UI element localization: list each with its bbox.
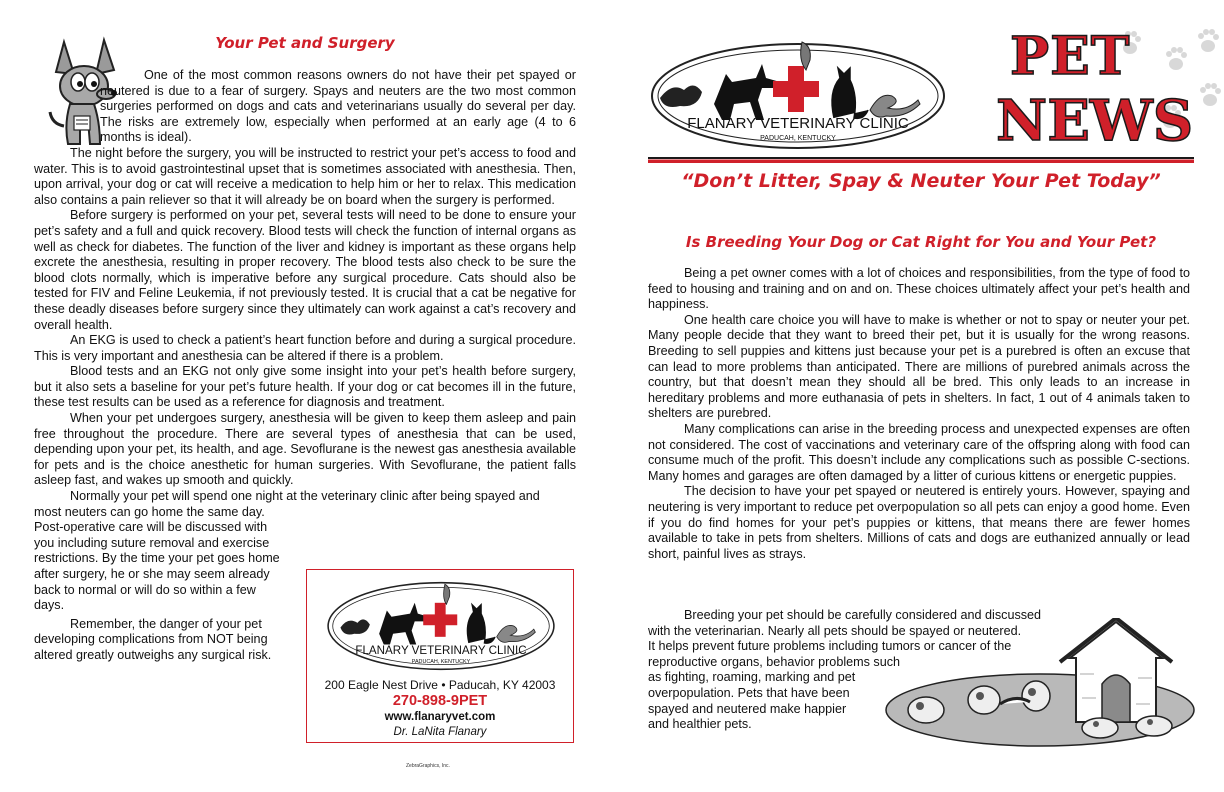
left-narrow-line: restrictions. By the time your pet goes home: [34, 551, 280, 566]
ad-clinic-city: PADUCAH, KENTUCKY: [411, 659, 471, 666]
left-paragraph-1: One of the most common reasons owners do not have their pet spayed or neutered is due to a fear of surgery. Spays and neuters are the two most common surgeries performed on dogs and cats and veterinarians usually do several per day. The risks are extremely low, especially when performed at an early age (4 to 6 months is ideal).: [100, 68, 576, 145]
left-paragraph-2: The night before the surgery, you will be instructed to restrict your pet’s access to food and water. This is to avoid gastrointestinal upset that is sometimes associated with anesthesia. Then, upon arrival, your dog or cat will receive a medication to help him or her to relax. This medication also contains a pain reliever so that it will already be on board when the surgery is performed.: [34, 145, 576, 207]
slogan: “Don’t Litter, Spay & Neuter Your Pet Today”: [681, 170, 1161, 192]
right-tail-line: overpopulation. Pets that have been: [648, 685, 850, 700]
right-paragraph-1: Being a pet owner comes with a lot of choices and responsibilities, from the type of food to feed to housing and training and on and on. These choices ultimately affect your pet’s health and happiness.: [648, 266, 1190, 312]
logo-clinic-city: PADUCAH, KENTUCKY: [760, 135, 836, 142]
graphics-credit: ZebraGraphics, Inc.: [406, 763, 450, 769]
right-tail-line: Breeding your pet should be carefully considered and discussed: [684, 608, 1042, 622]
right-paragraph-4: The decision to have your pet spayed or neutered is entirely yours. However, spaying and neutering is very important to reduce pet overpopulation so all pets can enjoy a good home. Even if you do find homes for your pet’s puppies or kittens, that means there are fewer homes available to take in pets from shelters. Millions of cats and dogs are euthanized annually or lead short, painful lives as strays.: [648, 484, 1190, 561]
left-narrow-line: days.: [34, 598, 65, 613]
left-paragraph-6: When your pet undergoes surgery, anesthesia will be given to keep them asleep and pain free throughout the procedure. There are several types of anesthesia that can be used, depending upon your pet, its health, and age. Sevoflurane is the newest gas anesthesia available for pets and is the choice anesthetic for human surgeries. With Sevoflurane, the patient falls asleep fast, and wakes up smooth and quickly.: [34, 411, 576, 488]
right-tail-line: and healthier pets.: [648, 717, 752, 732]
masthead-rule: [648, 157, 1194, 163]
left-narrow-line: back to normal or will do so within a few: [34, 582, 256, 597]
masthead-pet: PET: [1010, 26, 1131, 87]
left-final-line: altered greatly outweighs any surgical risk.: [34, 647, 272, 662]
left-narrow-line: Post-operative care will be discussed with: [34, 520, 268, 535]
doghouse-puppies-illustration: [880, 618, 1198, 748]
right-tail-line: reproductive organs, behavior problems such: [648, 654, 901, 669]
clinic-address: 200 Eagle Nest Drive • Paducah, KY 42003: [324, 678, 556, 692]
left-final-line: Remember, the danger of your pet: [70, 616, 262, 631]
right-article-title: Is Breeding Your Dog or Cat Right for You and Your Pet?: [685, 233, 1157, 251]
left-narrow-line: you including suture removal and exercise: [34, 535, 270, 550]
right-paragraph-2: One health care choice you will have to make is whether or not to spay or neuter your pet. Many people decide that they want to breed their pet, but it is usually for the wrong reasons. Breeding to sell puppies and kittens just because your pet is a purebred is often an excuse that can lead to more problems than anticipated. There are millions of purebred animals across the country, but that doesn’t mean they should all be bred. This only leads to an increase in hereditary problems and more euthanasia of pets in shelters. In fact, 1 out of 4 animals taken to shelters are purebred.: [648, 312, 1190, 421]
clinic-logo: [648, 40, 948, 154]
left-narrow-text: [34, 505, 296, 664]
right-article-body: [648, 266, 1190, 562]
ad-clinic-name: FLANARY VETERINARY CLINIC: [355, 643, 527, 657]
left-narrow-line: after surgery, he or she may seem already: [34, 567, 270, 581]
clinic-logo-small: [325, 578, 557, 674]
left-paragraph-5: Blood tests and an EKG not only give some insight into your pet’s health before surgery, but it also sets a baseline for your pet’s future health. If your dog or cat becomes ill in the future, these test results can be used as a reference for diagnosis and treatment.: [34, 364, 576, 410]
left-final-line: developing complications from NOT being: [34, 632, 268, 647]
left-article-title: Your Pet and Surgery: [215, 34, 395, 52]
clinic-doctor: Dr. LaNita Flanary: [393, 726, 487, 738]
masthead: [990, 26, 1194, 156]
left-paragraph-3: Before surgery is performed on your pet, several tests will need to be done to ensure your pet’s safety and a full and quick recovery. Blood tests will check the function of internal organs as well as check for diabetes. The function of the liver and kidney is important as these organs help excrete the anesthesia, resulting in proper recovery. The blood tests also check to be sure the blood clots normally, which is imperative before any surgical procedure. Cats should also be tested for FIV and Feline Leukemia, if not previously tested. It is crucial that a cat be negative for these deadly diseases before surgery since they ultimately can work against a cat’s recovery and overall health.: [34, 208, 576, 332]
right-tail-line: spayed and neutered make happier: [648, 701, 847, 716]
right-paragraph-3: Many complications can arise in the breeding process and unexpected expenses are often not considered. The cost of vaccinations and veterinary care of the offspring along with food can consume much of the profit. This doesn’t include any complications such as possible C-sections. Many homes and garages are often damaged by a litter of curious kittens or energetic puppies.: [648, 421, 1190, 483]
clinic-website-link[interactable]: www.flanaryvet.com: [384, 711, 496, 723]
clinic-ad-box: [306, 569, 574, 743]
logo-clinic-name: FLANARY VETERINARY CLINIC: [687, 115, 909, 132]
clinic-phone[interactable]: 270-898-9PET: [392, 693, 488, 709]
left-paragraph-4: An EKG is used to check a patient’s heart function before and during a surgical procedure. This is very important and anesthesia can be altered if there is a problem.: [34, 333, 576, 363]
right-tail-line: It helps prevent future problems including tumors or cancer of the: [648, 639, 1012, 654]
right-tail-line: with the veterinarian. Nearly all pets should be spayed or neutered.: [648, 623, 1022, 638]
right-tail-line: as fighting, roaming, marking and pet: [648, 670, 856, 685]
masthead-news: NEWS: [996, 88, 1194, 154]
left-narrow-line: most neuters can go home the same day.: [34, 504, 265, 519]
left-paragraph-7: Normally your pet will spend one night at the veterinary clinic after being spayed and: [70, 489, 540, 504]
